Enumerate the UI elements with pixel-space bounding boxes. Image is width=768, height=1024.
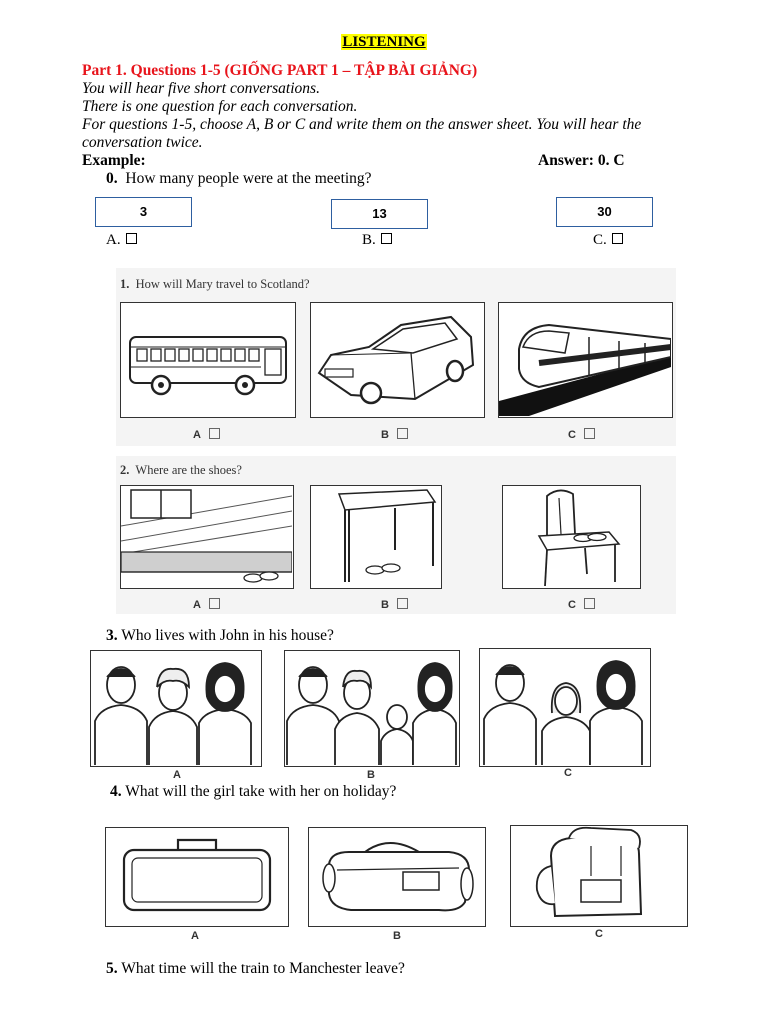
question-2: 2. Where are the shoes?	[120, 463, 242, 477]
picture-sports-bag[interactable]	[308, 827, 486, 927]
option-b[interactable]: B	[367, 769, 375, 781]
instruction-line: conversation twice.	[82, 134, 203, 151]
picture-under-table[interactable]	[310, 485, 442, 589]
question-1: 1. How will Mary travel to Scotland?	[120, 277, 310, 291]
option-a[interactable]: A	[191, 930, 199, 942]
option-c[interactable]: C.	[593, 232, 623, 249]
instruction-line: For questions 1-5, choose A, B or C and write them on the answer sheet. You will hear the	[82, 116, 642, 133]
option-a[interactable]: A	[173, 769, 181, 781]
option-value-box: 13	[331, 199, 428, 229]
option-b[interactable]: B	[381, 598, 408, 611]
picture-family-c[interactable]	[479, 648, 651, 767]
option-a[interactable]: A.	[106, 232, 137, 249]
picture-backpack[interactable]	[510, 825, 688, 927]
picture-car[interactable]	[310, 302, 485, 418]
option-c[interactable]: C	[568, 598, 595, 611]
checkbox[interactable]	[584, 598, 595, 609]
question-text: How many people were at the meeting?	[125, 170, 372, 187]
option-a[interactable]: A	[193, 598, 220, 611]
picture-on-chair[interactable]	[502, 485, 641, 589]
option-b[interactable]: B	[381, 428, 408, 441]
checkbox[interactable]	[397, 598, 408, 609]
checkbox[interactable]	[209, 598, 220, 609]
checkbox[interactable]	[612, 233, 623, 244]
question-3: 3. Who lives with John in his house?	[106, 627, 334, 644]
instruction-line: There is one question for each conversation.	[82, 98, 358, 115]
option-c[interactable]: C	[595, 928, 603, 940]
part-heading: Part 1. Questions 1-5 (GIỐNG PART 1 – TẬP BÀI GIẢNG)	[82, 62, 478, 79]
picture-train[interactable]	[498, 302, 673, 418]
checkbox[interactable]	[381, 233, 392, 244]
option-c[interactable]: C	[568, 428, 595, 441]
example-answer: Answer: 0. C	[538, 152, 625, 169]
option-b[interactable]: B.	[362, 232, 392, 249]
checkbox[interactable]	[397, 428, 408, 439]
option-a[interactable]: A	[193, 428, 220, 441]
example-question	[106, 170, 372, 188]
checkbox[interactable]	[584, 428, 595, 439]
example-label: Example:	[82, 152, 146, 169]
picture-family-a[interactable]	[90, 650, 262, 767]
question-4: 4. What will the girl take with her on holiday?	[110, 783, 397, 800]
page-title: LISTENING	[342, 34, 426, 50]
option-value-box: 3	[95, 197, 192, 227]
picture-under-window[interactable]	[120, 485, 294, 589]
option-value-box: 30	[556, 197, 653, 227]
picture-suitcase[interactable]	[105, 827, 289, 927]
option-b[interactable]: B	[393, 930, 401, 942]
question-number: 0.	[106, 170, 118, 187]
question-5: 5. What time will the train to Manchester leave?	[106, 960, 405, 977]
picture-family-b[interactable]	[284, 650, 460, 767]
picture-bus[interactable]	[120, 302, 296, 418]
option-c[interactable]: C	[564, 767, 572, 779]
checkbox[interactable]	[126, 233, 137, 244]
checkbox[interactable]	[209, 428, 220, 439]
instruction-line: You will hear five short conversations.	[82, 80, 320, 97]
